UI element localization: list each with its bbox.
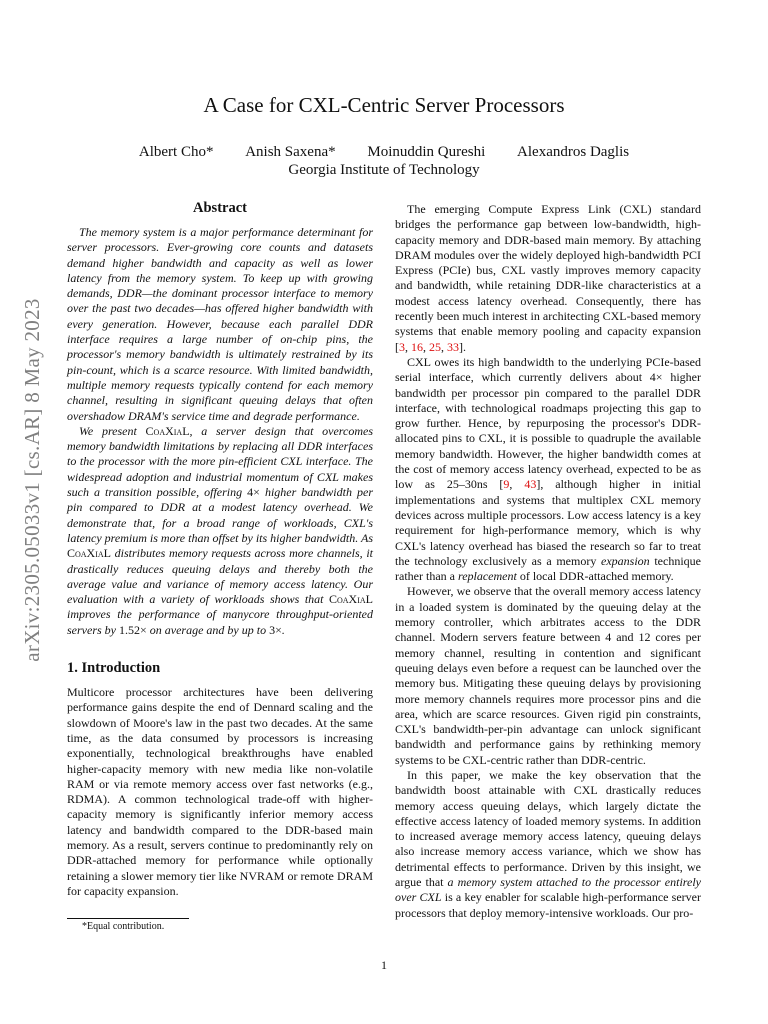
citation-link[interactable]: 25 xyxy=(429,339,441,354)
citation-link[interactable]: 3 xyxy=(399,339,405,354)
system-name: CoaXiaL xyxy=(67,546,111,561)
abstract-paragraph: We present CoaXiaL, a server design that overcomes memory bandwidth limitations by replacing all DDR interfaces to the processor with the more pin-efficient CXL interface. The widespread adoption and industrial momentum of CXL makes such a transition possible, offering 4× higher bandwidth per pin compared to DDR at a modest latency overhead. We demonstrate that, for a broad range of workloads, CXL's latency premium is more than offset by its higher bandwidth. As CoaXiaL distributes memory requests across more channels, it drastically reduces queuing delays and thereby both the average value and variance of memory access latency. Our evaluation with a variety of workloads shows that CoaXiaL improves the performance of manycore throughput-oriented servers by 1.52× on average and by up to 3×. xyxy=(67,423,373,637)
right-column xyxy=(395,202,701,921)
author-name: Alexandros Daglis xyxy=(517,144,630,160)
author-list xyxy=(0,144,768,161)
footnote-rule xyxy=(67,918,189,919)
arxiv-stamp: arXiv:2305.05033v1 [cs.AR] 8 May 2023 xyxy=(20,298,44,662)
body-paragraph: In this paper, we make the key observation that the bandwidth boost attainable with CXL drastically reduces memory access queuing delays, which largely dictate the effective access latency of loaded memory systems. In addition to increased average memory access latency, queuing delays also increase memory access variance, which we show has detrimental effects to performance. Driven by this insight, we argue that a memory system attached to the processor entirely over CXL is a key enabler for scalable high-performance server processors that deploy memory-intensive workloads. Our pro- xyxy=(395,767,701,920)
page-number: 1 xyxy=(381,958,387,972)
system-name: CoaXiaL xyxy=(145,423,190,438)
system-name: CoaXiaL xyxy=(329,592,373,607)
author-name: Albert Cho* xyxy=(138,144,214,160)
section-heading: 1. Introduction xyxy=(67,660,161,677)
paper-title: A Case for CXL-Centric Server Processors xyxy=(203,93,565,117)
left-column xyxy=(67,200,373,899)
body-paragraph: The emerging Compute Express Link (CXL) standard bridges the performance gap between low-bandwidth, high-capacity memory and DDR-based main memory. By attaching DRAM modules over the widely deployed high-bandwidth PCI Express (PCIe) bus, CXL vastly improves memory capacity and bandwidth, while retaining DDR-like characteristics at a modest access latency overhead. Consequently, there has recently been much interest in architecting CXL-based memory systems that enable memory pooling and capacity expansion [3, 16, 25, 33]. xyxy=(395,202,701,354)
author-name: Moinuddin Qureshi xyxy=(367,144,486,160)
citation-link[interactable]: 9 xyxy=(503,477,510,492)
citation-link[interactable]: 43 xyxy=(524,477,537,492)
citation-link[interactable]: 33 xyxy=(447,339,459,354)
citation-link[interactable]: 16 xyxy=(411,339,423,354)
author-name: Anish Saxena* xyxy=(245,144,336,160)
body-paragraph: CXL owes its high bandwidth to the underlying PCIe-based serial interface, which currently delivers about 4× higher bandwidth per processor pin compared to the parallel DDR interface, with technological roadmaps projecting this gap to grow further. Hence, by repurposing the processor's DDR-allocated pins to CXL, it is possible to quadruple the available memory bandwidth. However, the higher bandwidth comes at the cost of memory access latency overhead, expected to be as low as 25–30ns [9, 43], although higher in initial implementations and systems that multiplex CXL memory devices across multiple processors. Low access latency is a key requirement for high-performance memory, which is why CXL's latency overhead has biased the research so far to treat the technology exclusively as a memory expansion technique rather than a replacement of local DDR-attached memory. xyxy=(395,354,701,584)
abstract-heading: Abstract xyxy=(193,200,247,216)
body-paragraph: Multicore processor architectures have been delivering performance gains despite the end of Dennard scaling and the slowdown of Moore's law in the past two decades. At the same time, as the data consumed by processors is increasing exponentially, technological breakthroughs have enabled higher-capacity memory with new media like non-volatile RAM or via remote memory access over fast networks (e.g., RDMA). A common technological trade-off with higher-capacity memory is significantly inferior memory access latency and bandwidth compared to the DDR-based main memory. As a result, servers continue to predominantly rely on DDR-attached memory for performance while optionally retaining a slower memory tier like NVRAM or remote DRAM for capacity expansion. xyxy=(67,685,373,898)
footnote: *Equal contribution. xyxy=(82,921,165,932)
affiliation: Georgia Institute of Technology xyxy=(288,162,480,178)
abstract-paragraph: The memory system is a major performance determinant for server processors. Ever-growing core counts and datasets demand higher bandwidth and capacity as well as lower latency from the memory system. To keep up with growing demands, DDR—the dominant processor interface to memory over the past two decades—has offered higher bandwidth with every generation. However, because each parallel DDR interface requires a large number of on-chip pins, the processor's memory bandwidth is ultimately restrained by its pin-count, which is a scarce resource. With limited bandwidth, multiple memory requests typically contend for each memory channel, resulting in significant queuing delays that often overshadow DRAM's service time and degrade performance. xyxy=(67,225,373,423)
body-paragraph: However, we observe that the overall memory access latency in a loaded system is dominated by the queuing delay at the memory controller, which arbitrates access to the DDR channel. Modern servers feature between 4 and 12 cores per memory channel, resulting in contention and significant queuing delays even before a request can be launched over the memory bus. Mitigating these queuing delays by provisioning more memory channels requires more processor pins and die area, which are scarce resources. Given rigid pin constraints, CXL's bandwidth-per-pin advantage can unlock significant bandwidth and performance gains by rethinking memory systems to be CXL-centric rather than DDR-centric. xyxy=(395,584,701,767)
